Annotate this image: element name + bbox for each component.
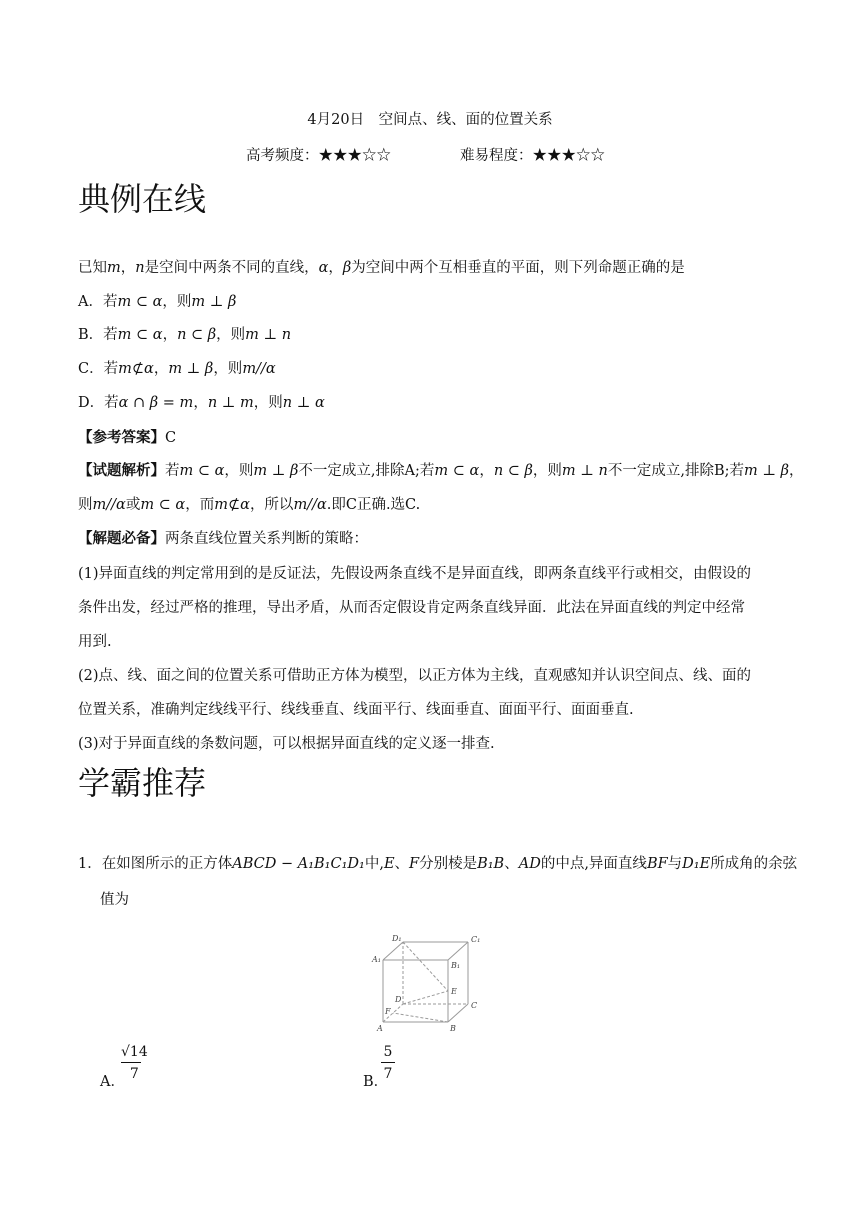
fraction-bar: [121, 1062, 141, 1063]
q1-option-a-label: A．: [100, 1074, 125, 1090]
q1-option-b-denominator: 7: [383, 1066, 393, 1082]
exam-frequency: 高考频度：★★★☆☆: [246, 148, 391, 164]
analysis-line-2: 则m//α或m ⊂ α，而m⊄α，所以m//α.即C正确.选C.: [78, 497, 421, 513]
label-f: F: [385, 1007, 391, 1016]
label-b: B: [450, 1024, 456, 1033]
q1-option-a-denominator: 7: [129, 1066, 139, 1082]
q1-option-b-label: B．: [363, 1074, 389, 1090]
segment-b-f: [393, 1013, 448, 1022]
option-b: B．若m ⊂ α，n ⊂ β，则m ⊥ n: [78, 327, 292, 343]
label-c: C: [471, 1001, 478, 1010]
reference-answer: 【参考答案】C: [78, 429, 177, 446]
essentials-p2-line1: (2)点、线、面之间的位置关系可借助正方体为模型，以正方体为主线，直观感知并认识空间点、线、面的: [78, 668, 752, 684]
label-c1: C₁: [471, 935, 481, 944]
q1-option-b-fraction: [381, 1044, 395, 1082]
label-a: A: [377, 1024, 383, 1033]
essentials-p2-line2: 位置关系，准确判定线线平行、线线垂直、线面平行、线面垂直、面面平行、面面垂直.: [78, 702, 634, 718]
question-stem: 已知m，n是空间中两条不同的直线，α，β为空间中两个互相垂直的平面，则下列命题正确的是: [78, 260, 685, 276]
essentials-p1-line1: (1)异面直线的判定常用到的是反证法，先假设两条直线不是异面直线，即两条直线平行或相交，由假设的: [78, 566, 752, 582]
page-title: 4月20日 空间点、线、面的位置关系: [307, 112, 553, 128]
essentials-p1-line3: 用到.: [78, 634, 112, 650]
analysis-line-1: 【试题解析】若m ⊂ α，则m ⊥ β不一定成立,排除A;若m ⊂ α，n ⊂ β，则m ⊥ n不一定成立,排除B;若m ⊥ β，: [78, 462, 804, 479]
label-d: D: [395, 995, 402, 1004]
segment-d1-e: [403, 942, 448, 991]
practice-question-1-cont: 值为: [100, 892, 129, 908]
edge-a1-d1: [383, 942, 403, 960]
label-d1: D₁: [392, 934, 402, 943]
practice-question-1: 1．在如图所示的正方体ABCD − A₁B₁C₁D₁中,E、F分别棱是B₁B、AD的中点,异面直线BF与D₁E所成角的余弦: [78, 856, 798, 872]
option-d: D．若α ∩ β = m，n ⊥ m，则n ⊥ α: [78, 395, 325, 411]
edge-b1-c1: [448, 942, 468, 960]
q1-option-b-numerator: 5: [383, 1044, 393, 1060]
option-a: A．若m ⊂ α，则m ⊥ β: [78, 294, 237, 310]
cube-figure: [370, 932, 500, 1034]
q1-option-a-fraction: [121, 1044, 148, 1082]
difficulty-rating: 难易程度：★★★☆☆: [460, 148, 605, 164]
segment-d-e: [403, 991, 448, 1004]
essentials-p3-line1: (3)对于异面直线的条数问题，可以根据异面直线的定义逐一排查.: [78, 736, 495, 752]
label-a1: A₁: [372, 955, 381, 964]
label-b1: B₁: [451, 961, 461, 970]
option-c: C．若m⊄α，m ⊥ β，则m//α: [78, 361, 276, 377]
fraction-bar: [381, 1062, 395, 1063]
q1-option-a-numerator: √14: [121, 1044, 148, 1060]
essentials-intro: 【解题必备】两条直线位置关系判断的策略：: [78, 530, 368, 547]
edge-b-c: [448, 1004, 468, 1022]
label-e: E: [451, 987, 457, 996]
section-heading-example: 典例在线: [78, 180, 207, 218]
section-heading-practice: 学霸推荐: [78, 764, 207, 802]
essentials-p1-line2: 条件出发，经过严格的推理，导出矛盾，从而否定假设肯定两条直线异面．此法在异面直线的判定中经常: [78, 600, 745, 616]
